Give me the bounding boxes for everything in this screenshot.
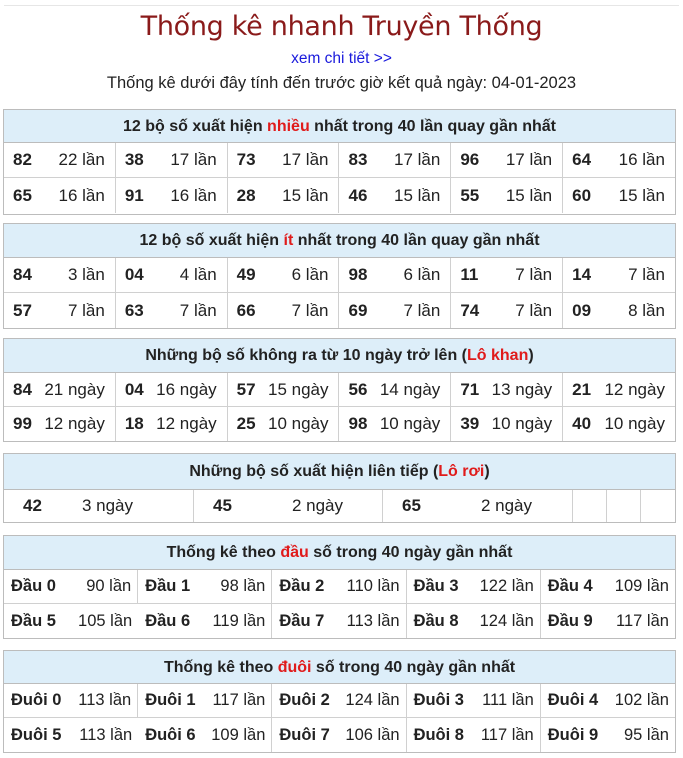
least-frequent-item-number: 63: [124, 300, 144, 320]
top-divider: [4, 5, 679, 6]
duoi-item: [407, 684, 541, 718]
lo-khan-item: [563, 407, 675, 441]
lo-khan-item-count: 16 ngày: [156, 379, 217, 399]
dau-item-count: 110 lần: [346, 577, 400, 595]
duoi-item-number: Đuôi 3: [413, 691, 464, 709]
lo-khan-item: [339, 407, 451, 441]
least-frequent-item-count: 4 lần: [179, 265, 217, 284]
lo-roi-empty-cell: [641, 490, 675, 522]
dau-item-number: Đầu 9: [547, 611, 593, 630]
least-frequent-item: [451, 258, 563, 293]
dau-item-number: Đầu 2: [279, 577, 325, 595]
duoi-item: [138, 718, 272, 752]
least-frequent-item: [116, 258, 228, 293]
most-frequent-item-count: 16 lần: [618, 150, 665, 169]
dau-title: Thống kê theo đầu số trong 40 ngày gần nhất: [4, 536, 675, 570]
duoi-title: Thống kê theo đuôi số trong 40 ngày gần nhất: [4, 651, 675, 684]
least-frequent-item-number: 14: [572, 265, 592, 284]
dau-item-number: Đầu 5: [11, 611, 56, 630]
most-frequent-item-number: 82: [13, 150, 32, 169]
duoi-item: [4, 684, 138, 718]
least-frequent-item-count: 6 lần: [403, 265, 441, 284]
least-frequent-item: [116, 293, 228, 328]
dau-item: [4, 570, 138, 604]
duoi-item: [407, 718, 541, 752]
least-frequent-item: [4, 293, 116, 328]
most-frequent-item-count: 17 lần: [393, 150, 441, 169]
most-frequent-item-number: 96: [460, 150, 480, 169]
most-frequent-item-count: 15 lần: [505, 185, 553, 205]
duoi-item-count: 124 lần: [345, 691, 400, 709]
lo-khan-item: [116, 373, 228, 407]
most-frequent-item: [339, 143, 451, 178]
lo-roi-section: [3, 453, 676, 523]
most-frequent-item-number: 55: [460, 185, 480, 205]
least-frequent-item-count: 3 lần: [67, 265, 105, 284]
dau-item-count: 124 lần: [479, 611, 534, 630]
most-frequent-item: [339, 178, 451, 213]
least-frequent-item: [339, 293, 451, 328]
most-frequent-item: [116, 178, 228, 213]
most-frequent-item-count: 17 lần: [505, 150, 553, 169]
least-frequent-item-number: 98: [348, 265, 368, 284]
least-frequent-item-count: 7 lần: [67, 300, 105, 320]
least-frequent-item-number: 84: [13, 265, 32, 284]
least-frequent-item-number: 74: [460, 300, 480, 320]
lo-khan-item-count: 15 ngày: [267, 379, 329, 399]
dau-item-number: Đầu 7: [279, 611, 325, 630]
least-frequent-item-number: 66: [236, 300, 256, 320]
duoi-item-count: 111 lần: [482, 691, 534, 709]
lo-roi-item: 65 2 ngày: [383, 490, 573, 522]
lo-khan-item: [451, 373, 563, 407]
lo-roi-row: [4, 490, 675, 522]
least-frequent-grid: [4, 258, 675, 328]
duoi-item: [272, 684, 406, 718]
least-frequent-item: [339, 258, 451, 293]
lo-khan-item-number: 04: [124, 379, 144, 399]
lo-roi-item: 45 2 ngày: [194, 490, 383, 522]
lo-khan-item-count: 12 ngày: [44, 414, 105, 433]
most-frequent-item-number: 65: [13, 185, 32, 205]
page-title: Thống kê nhanh Truyền Thống: [140, 11, 543, 42]
lo-khan-item-count: 10 ngày: [379, 414, 441, 433]
duoi-item-number: Đuôi 0: [11, 691, 62, 709]
duoi-item: [541, 718, 675, 752]
least-frequent-item-number: 57: [13, 300, 32, 320]
least-frequent-item-number: 11: [460, 265, 479, 284]
dau-item-count: 105 lần: [78, 611, 133, 630]
lo-khan-item: [228, 407, 340, 441]
dau-item-count: 119 lần: [212, 611, 266, 630]
most-frequent-item: [563, 178, 675, 213]
lo-khan-item-count: 12 ngày: [156, 414, 217, 433]
most-frequent-item: [228, 178, 340, 213]
least-frequent-item: [228, 293, 340, 328]
least-frequent-item-count: 7 lần: [179, 300, 217, 320]
least-frequent-item-number: 09: [572, 300, 592, 320]
lo-khan-section: [3, 338, 676, 442]
duoi-item-number: Đuôi 8: [413, 725, 464, 744]
most-frequent-section: [3, 109, 676, 215]
duoi-item-count: 109 lần: [211, 725, 266, 744]
least-frequent-item: [228, 258, 340, 293]
lo-khan-item: [563, 373, 675, 407]
most-frequent-item-number: 73: [236, 150, 256, 169]
dau-item: [272, 570, 406, 604]
most-frequent-item: [228, 143, 340, 178]
page-subtitle: Thống kê dưới đây tính đến trước giờ kết quả ngày: 04-01-2023: [106, 74, 577, 92]
dau-item: [272, 604, 406, 638]
duoi-item-count: 95 lần: [623, 725, 669, 744]
lo-khan-item: [339, 373, 451, 407]
dau-item-number: Đầu 6: [145, 611, 191, 630]
least-frequent-item-count: 7 lần: [515, 300, 553, 320]
lo-khan-title: Những bộ số không ra từ 10 ngày trở lên (Lô khan): [4, 339, 675, 373]
most-frequent-item: [563, 143, 675, 178]
most-frequent-item: [4, 178, 116, 213]
dau-item-number: Đầu 0: [11, 577, 56, 595]
most-frequent-title: 12 bộ số xuất hiện nhiều nhất trong 40 lần quay gần nhất: [4, 110, 675, 143]
lo-khan-grid: [4, 373, 675, 441]
duoi-item-count: 106 lần: [345, 725, 400, 744]
lo-khan-item-number: 25: [236, 414, 256, 433]
most-frequent-grid: [4, 143, 675, 213]
lo-khan-item: [4, 407, 116, 441]
lo-khan-item-number: 99: [13, 414, 32, 433]
least-frequent-item-count: 7 lần: [403, 300, 441, 320]
most-frequent-item-number: 64: [572, 150, 592, 169]
most-frequent-item: [451, 143, 563, 178]
duoi-grid: [4, 684, 675, 752]
lo-khan-item-number: 71: [460, 379, 480, 399]
duoi-item-number: Đuôi 9: [547, 725, 599, 744]
dau-item: [407, 604, 541, 638]
most-frequent-item-number: 46: [348, 185, 368, 205]
duoi-item: [4, 718, 138, 752]
dau-item: [407, 570, 541, 604]
lo-khan-item: [228, 373, 340, 407]
duoi-item-number: Đuôi 6: [145, 725, 196, 744]
duoi-item: [272, 718, 406, 752]
least-frequent-title: 12 bộ số xuất hiện ít nhất trong 40 lần quay gần nhất: [4, 224, 675, 258]
dau-grid: [4, 570, 675, 638]
dau-item: [138, 604, 272, 638]
lo-khan-item-number: 98: [348, 414, 368, 433]
most-frequent-item-number: 91: [124, 185, 144, 205]
least-frequent-section: [3, 223, 676, 329]
duoi-item-number: Đuôi 1: [145, 691, 196, 709]
dau-item-number: Đầu 8: [413, 611, 459, 630]
least-frequent-item: [563, 293, 675, 328]
lo-roi-item: 42 3 ngày: [4, 490, 194, 522]
most-frequent-item-count: 17 lần: [170, 150, 217, 169]
dau-item: [4, 604, 138, 638]
lo-khan-item-number: 84: [13, 379, 32, 399]
lo-khan-item-number: 40: [572, 414, 592, 433]
view-details-link[interactable]: xem chi tiết >>: [291, 50, 392, 67]
least-frequent-item-count: 7 lần: [628, 265, 665, 284]
most-frequent-item-count: 16 lần: [170, 185, 217, 205]
most-frequent-item: [451, 178, 563, 213]
lo-khan-item-count: 21 ngày: [44, 379, 105, 399]
duoi-item-count: 113 lần: [79, 725, 133, 744]
most-frequent-item-count: 15 lần: [618, 185, 665, 205]
least-frequent-item-number: 69: [348, 300, 368, 320]
least-frequent-item-count: 8 lần: [628, 300, 665, 320]
lo-roi-empty-cell: [607, 490, 641, 522]
duoi-item-number: Đuôi 7: [279, 725, 330, 744]
least-frequent-item-number: 04: [124, 265, 144, 284]
most-frequent-item-count: 15 lần: [393, 185, 441, 205]
lo-khan-item-number: 57: [236, 379, 256, 399]
dau-item-count: 117 lần: [616, 611, 669, 630]
least-frequent-item-count: 6 lần: [291, 265, 329, 284]
least-frequent-item: [451, 293, 563, 328]
lo-khan-item-number: 18: [124, 414, 144, 433]
dau-item-number: Đầu 4: [547, 577, 593, 595]
lo-khan-item: [451, 407, 563, 441]
duoi-item-number: Đuôi 5: [11, 725, 62, 744]
dau-item-number: Đầu 3: [413, 577, 459, 595]
dau-item-count: 109 lần: [614, 577, 669, 595]
most-frequent-item-count: 15 lần: [282, 185, 329, 205]
least-frequent-item: [4, 258, 116, 293]
least-frequent-item: [563, 258, 675, 293]
lo-khan-item-number: 39: [460, 414, 480, 433]
lo-khan-item-count: 10 ngày: [267, 414, 329, 433]
dau-item-count: 90 lần: [86, 577, 132, 595]
dau-item-count: 122 lần: [479, 577, 534, 595]
lo-roi-title: Những bộ số xuất hiện liên tiếp (Lô rơi): [4, 454, 675, 490]
dau-item: [541, 570, 675, 604]
dau-item: [541, 604, 675, 638]
most-frequent-item-count: 17 lần: [282, 150, 329, 169]
most-frequent-item-number: 83: [348, 150, 368, 169]
duoi-section: [3, 650, 676, 753]
duoi-item-count: 102 lần: [614, 691, 669, 709]
most-frequent-item-number: 38: [124, 150, 144, 169]
most-frequent-item: [4, 143, 116, 178]
duoi-item: [138, 684, 272, 718]
dau-item-count: 98 lần: [220, 577, 266, 595]
lo-khan-item-number: 56: [348, 379, 368, 399]
lo-roi-empty-cell: [573, 490, 607, 522]
duoi-item-count: 113 lần: [78, 691, 132, 709]
lo-khan-item-count: 13 ngày: [491, 379, 553, 399]
duoi-item-count: 117 lần: [212, 691, 266, 709]
lo-khan-item-count: 10 ngày: [604, 414, 665, 433]
lo-khan-item-count: 12 ngày: [604, 379, 665, 399]
dau-item-number: Đầu 1: [145, 577, 191, 595]
lo-khan-item-count: 14 ngày: [379, 379, 441, 399]
lo-khan-item: [4, 373, 116, 407]
dau-item: [138, 570, 272, 604]
most-frequent-item: [116, 143, 228, 178]
duoi-item-number: Đuôi 4: [547, 691, 599, 709]
most-frequent-item-number: 60: [572, 185, 592, 205]
lo-khan-item: [116, 407, 228, 441]
most-frequent-item-count: 22 lần: [58, 150, 105, 169]
least-frequent-item-count: 7 lần: [291, 300, 329, 320]
dau-section: [3, 535, 676, 639]
least-frequent-item-count: 7 lần: [515, 265, 553, 284]
lo-khan-item-count: 10 ngày: [491, 414, 553, 433]
duoi-item-count: 117 lần: [480, 725, 534, 744]
page-header: [0, 0, 683, 94]
least-frequent-item-number: 49: [236, 265, 256, 284]
most-frequent-item-number: 28: [236, 185, 256, 205]
lo-khan-item-number: 21: [572, 379, 592, 399]
most-frequent-item-count: 16 lần: [58, 185, 105, 205]
duoi-item: [541, 684, 675, 718]
duoi-item-number: Đuôi 2: [279, 691, 330, 709]
dau-item-count: 113 lần: [346, 611, 400, 630]
